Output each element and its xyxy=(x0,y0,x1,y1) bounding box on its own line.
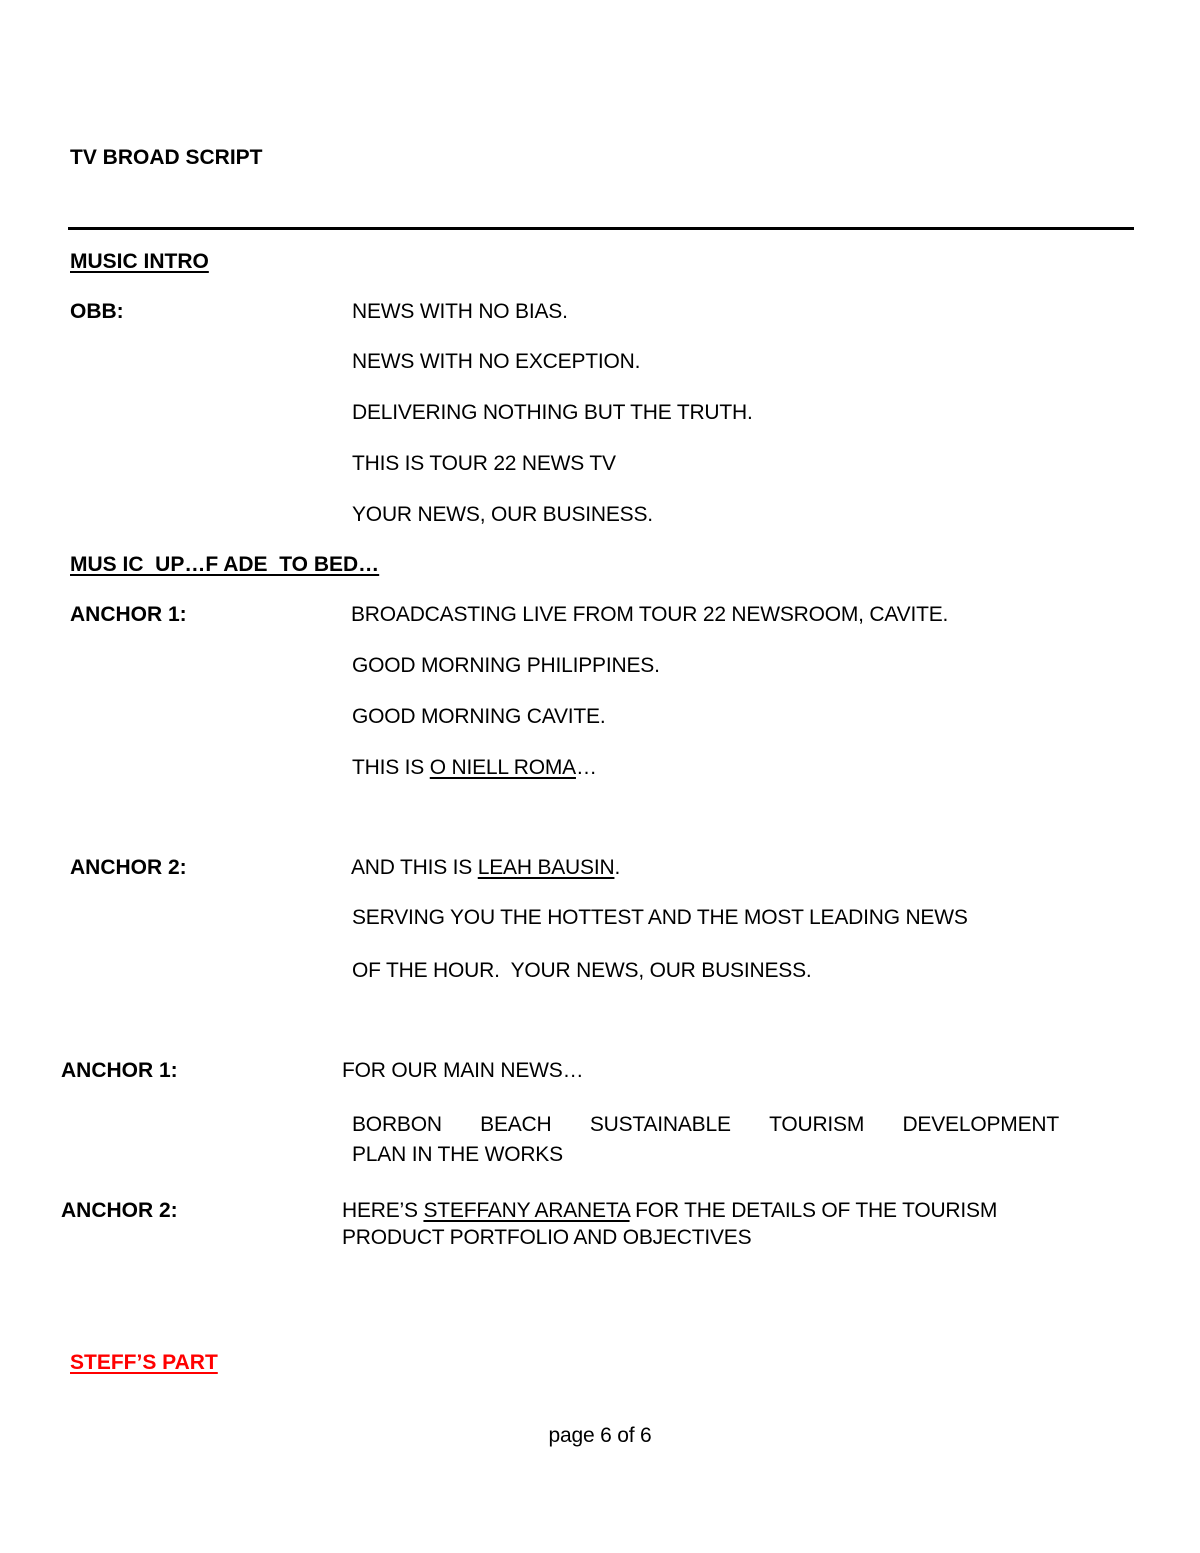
headline-word: BORBON xyxy=(352,1113,442,1136)
obb-line: NEWS WITH NO EXCEPTION. xyxy=(352,350,641,373)
headline-word: SUSTAINABLE xyxy=(589,1113,731,1136)
handoff-prefix: HERE’S xyxy=(342,1199,424,1222)
intro-suffix: … xyxy=(575,756,597,779)
headline-word: DEVELOPMENT xyxy=(902,1113,1059,1136)
headline-word: TOURISM xyxy=(769,1113,865,1136)
obb-label: OBB: xyxy=(70,300,124,323)
headline-line-2: PLAN IN THE WORKS xyxy=(352,1143,563,1166)
handoff-suffix: FOR THE DETAILS OF THE TOURISM xyxy=(629,1199,998,1222)
title-divider xyxy=(68,227,1134,230)
page-number-footer: page 6 of 6 xyxy=(548,1424,652,1447)
obb-line: YOUR NEWS, OUR BUSINESS. xyxy=(352,503,653,526)
anchor1-line: FOR OUR MAIN NEWS… xyxy=(342,1059,584,1082)
anchor2-intro-line xyxy=(351,856,620,880)
anchor1-intro-line xyxy=(352,756,597,780)
anchor2-label: ANCHOR 2: xyxy=(70,856,187,879)
intro-prefix: THIS IS xyxy=(352,756,430,779)
anchor2-line: OF THE HOUR. YOUR NEWS, OUR BUSINESS. xyxy=(352,959,812,982)
music-up-cue: MUS IC UP…F ADE TO BED… xyxy=(70,553,380,576)
intro-prefix: AND THIS IS xyxy=(351,856,478,879)
anchor1-line: BROADCASTING LIVE FROM TOUR 22 NEWSROOM, CAVITE. xyxy=(351,603,949,626)
headline-word: BEACH xyxy=(480,1113,552,1136)
obb-line: DELIVERING NOTHING BUT THE TRUTH. xyxy=(352,401,753,424)
reporter-name: STEFFANY ARANETA xyxy=(423,1199,630,1222)
anchor1-line: GOOD MORNING CAVITE. xyxy=(352,705,606,728)
anchor2-label: ANCHOR 2: xyxy=(61,1199,178,1222)
anchor2-handoff-line xyxy=(342,1199,997,1223)
anchor1-label: ANCHOR 1: xyxy=(70,603,187,626)
anchor1-label: ANCHOR 1: xyxy=(61,1059,178,1082)
obb-line: NEWS WITH NO BIAS. xyxy=(352,300,568,323)
anchor1-name: O NIELL ROMA xyxy=(429,756,576,779)
headline-line xyxy=(352,1113,1059,1137)
intro-suffix: . xyxy=(614,856,621,879)
anchor2-line: SERVING YOU THE HOTTEST AND THE MOST LEADING NEWS xyxy=(352,906,968,929)
obb-line: THIS IS TOUR 22 NEWS TV xyxy=(352,452,616,475)
anchor1-line: GOOD MORNING PHILIPPINES. xyxy=(352,654,660,677)
steff-part-heading: STEFF’S PART xyxy=(70,1351,218,1374)
music-intro-cue: MUSIC INTRO xyxy=(70,250,209,273)
anchor2-name: LEAH BAUSIN xyxy=(477,856,615,879)
document-title: TV BROAD SCRIPT xyxy=(70,146,263,169)
anchor2-handoff-line-2: PRODUCT PORTFOLIO AND OBJECTIVES xyxy=(342,1226,752,1249)
